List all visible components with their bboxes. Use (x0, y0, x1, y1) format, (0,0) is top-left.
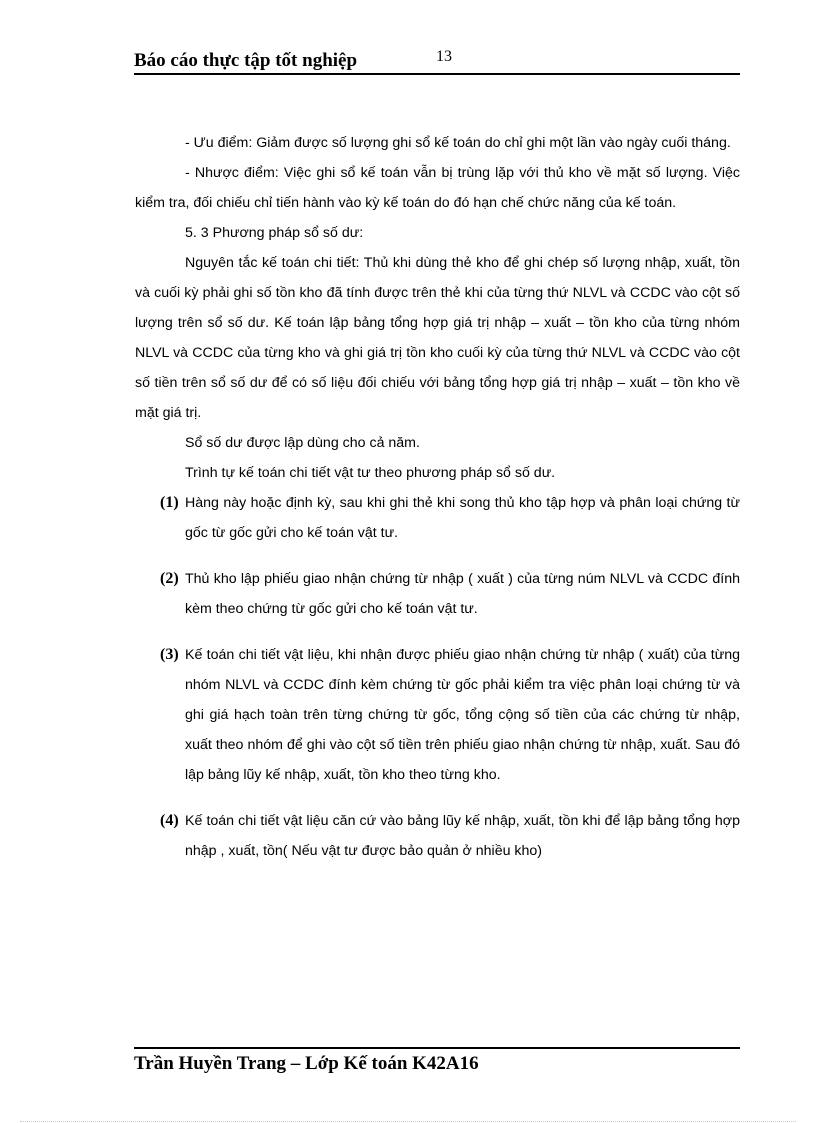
list-item-number: (2) (160, 570, 179, 587)
list-item-number: (4) (160, 812, 179, 829)
section-heading: 5. 3 Phương pháp sổ số dư: (185, 225, 364, 241)
list-item-number: (1) (160, 494, 179, 511)
footer-author: Trần Huyền Trang – Lớp Kế toán K42A16 (134, 1053, 479, 1074)
header-rule (134, 73, 740, 75)
list-item-text: Thủ kho lập phiếu giao nhận chứng từ nhập ( xuất ) của từng núm NLVL và CCDC đính kèm theo chứng từ gốc gửi cho kế toán vật tư. (185, 571, 740, 617)
procedure-intro-paragraph: Trình tự kế toán chi tiết vật tư theo phương pháp sổ số dư. (185, 465, 556, 481)
header-title: Báo cáo thực tập tốt nghiệp (134, 50, 358, 71)
list-item (135, 488, 740, 548)
list-item (135, 640, 740, 790)
advantage-paragraph: - Ưu điểm: Giảm được số lượng ghi sổ kế toán do chỉ ghi một lần vào ngày cuối tháng. (185, 135, 731, 151)
page-edge-divider (20, 1121, 796, 1122)
list-item-text: Kế toán chi tiết vật liệu căn cứ vào bảng lũy kế nhập, xuất, tồn khi để lập bảng tổng hợp nhập , xuất, tồn( Nếu vật tư được bảo quản ở nhiều kho) (185, 813, 740, 859)
list-item (135, 564, 740, 624)
page-header (134, 46, 740, 74)
list-item (135, 806, 740, 866)
list-item-text: Kế toán chi tiết vật liệu, khi nhận được phiếu giao nhận chứng từ nhập ( xuất) của từng nhóm NLVL và CCDC đính kèm chứng từ gốc phải kiểm tra việc phân loại chứng từ và ghi giá hạch toàn trên từng chứng từ gốc, tổng cộng số tiền của các chứng từ nhập, xuất theo nhóm để ghi vào cột số tiền trên phiếu giao nhận chứng từ nhập, xuất. Sau đó lập bảng lũy kế nhập, xuất, tồn kho theo từng kho. (185, 647, 740, 783)
balance-book-paragraph: Sổ số dư được lập dùng cho cả năm. (185, 435, 420, 451)
list-item-number: (3) (160, 646, 179, 663)
document-body (135, 128, 740, 866)
footer-rule (134, 1047, 740, 1049)
list-item-text: Hàng này hoặc định kỳ, sau khi ghi thẻ khi song thủ kho tập hợp và phân loại chứng từ gốc từ gốc gửi cho kế toán vật tư. (185, 495, 740, 541)
disadvantage-paragraph: - Nhược điểm: Việc ghi sổ kế toán vẫn bị trùng lặp với thủ kho về mặt số lượng. Việc kiểm tra, đối chiếu chỉ tiến hành vào kỳ kế toán do đó hạn chế chức năng của kế toán. (135, 165, 740, 211)
principle-paragraph: Nguyên tắc kế toán chi tiết: Thủ khi dùng thẻ kho để ghi chép số lượng nhập, xuất, tồn và cuối kỳ phải ghi số tồn kho đã tính được trên thẻ khi của từng thứ NLVL và CCDC vào cột số lượng trên sổ số dư. Kế toán lập bảng tổng hợp giá trị nhập – xuất – tồn kho của từng nhóm NLVL và CCDC của từng kho và ghi giá trị tồn kho cuối kỳ của từng thứ NLVL và CCDC vào cột số tiền trên sổ số dư để có số liệu đối chiếu với bảng tổng hợp giá trị nhập – xuất – tồn kho về mặt giá trị. (135, 255, 740, 421)
page-number: 13 (436, 48, 452, 65)
